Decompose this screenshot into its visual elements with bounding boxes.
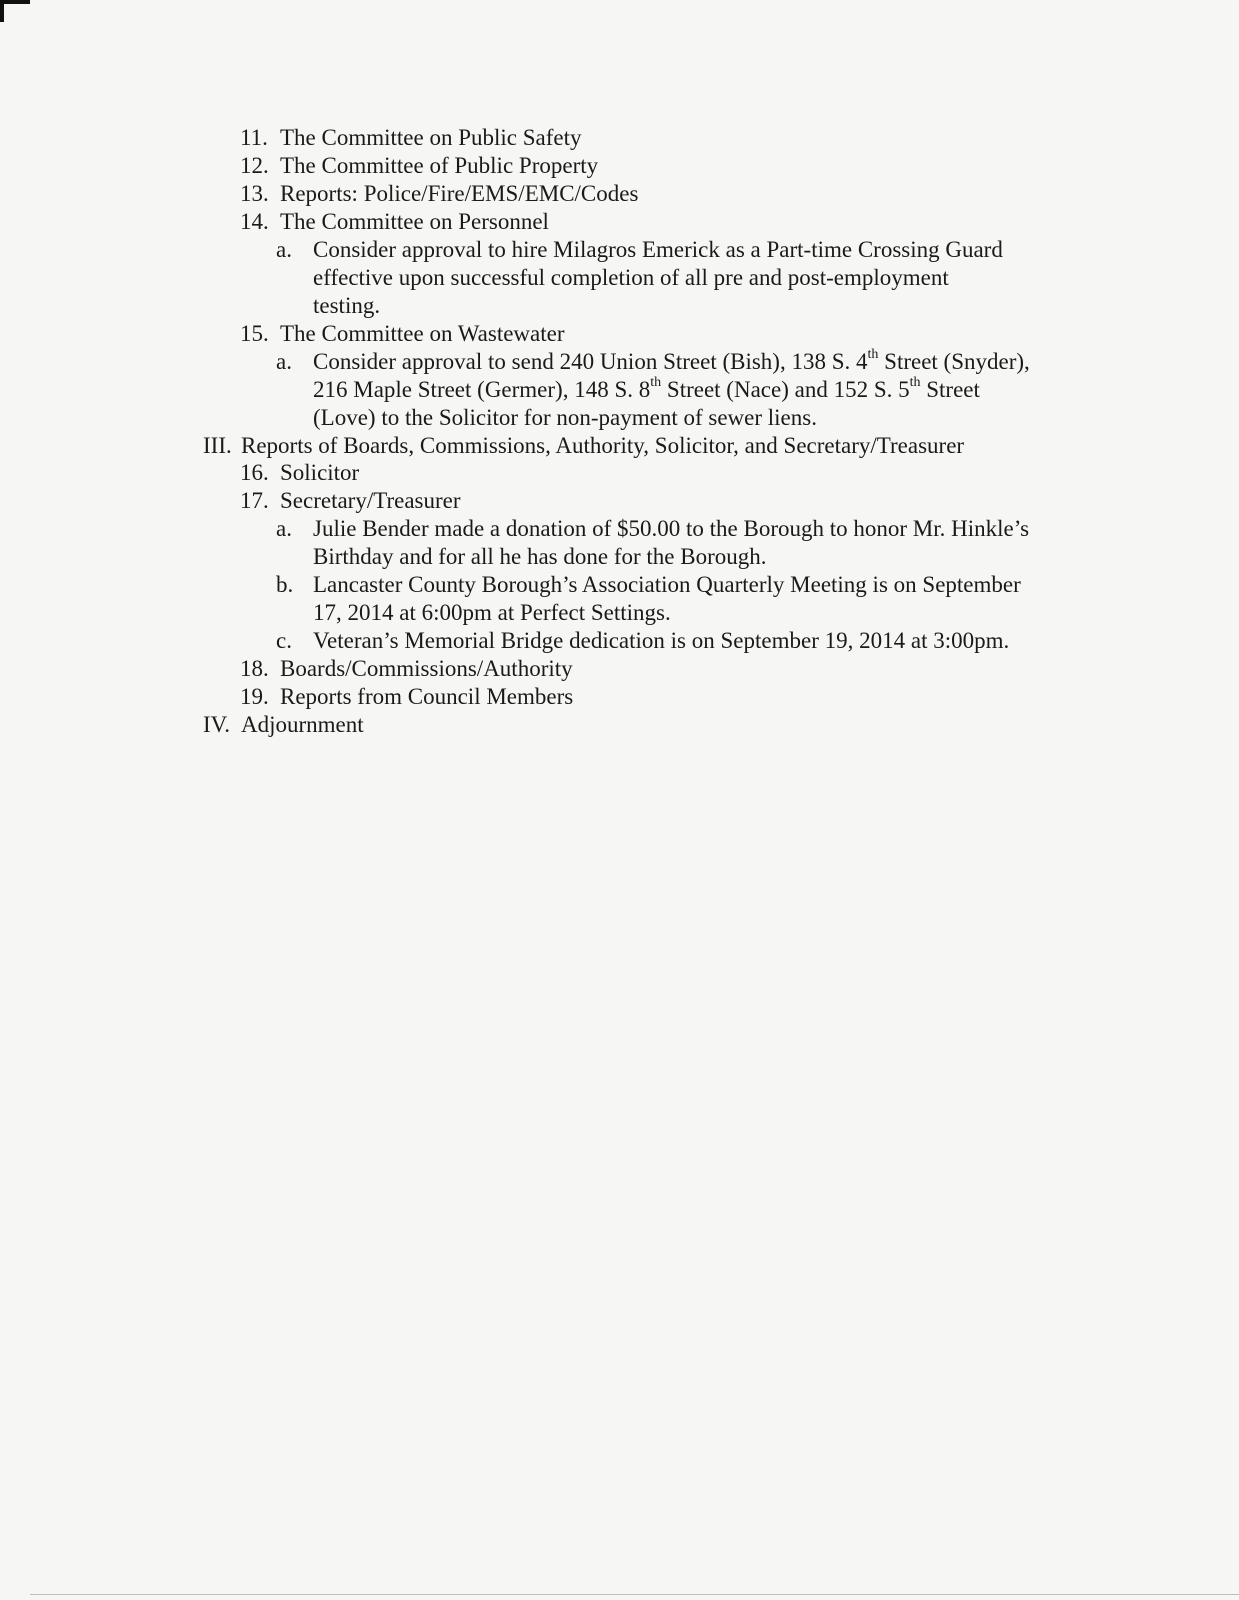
item-text: Boards/Commissions/Authority <box>280 656 573 681</box>
subitem-letter: a. <box>276 237 292 262</box>
item-text: Secretary/Treasurer <box>280 488 461 513</box>
item-number: 16. <box>240 460 269 485</box>
section-title: Adjournment <box>241 712 364 737</box>
section-numeral: IV. <box>203 712 231 737</box>
item-text: Reports from Council Members <box>280 684 574 709</box>
section-numeral: III. <box>203 433 232 458</box>
subitem-letter: a. <box>276 349 292 374</box>
item-number: 12. <box>240 153 269 178</box>
subitem-letter: b. <box>276 572 294 597</box>
agenda-subitem-14a-cont: testing. <box>313 293 381 318</box>
item-text: The Committee on Public Safety <box>280 125 582 150</box>
item-number: 19. <box>240 684 269 709</box>
subitem-text: Veteran’s Memorial Bridge dedication is on September 19, 2014 at 3:00pm. <box>313 628 1010 653</box>
item-text: The Committee of Public Property <box>280 153 599 178</box>
section-title: Reports of Boards, Commissions, Authority, Solicitor, and Secretary/Treasurer <box>241 433 965 458</box>
item-text: Reports: Police/Fire/EMS/EMC/Codes <box>280 181 639 206</box>
agenda-subitem-17b-cont: 17, 2014 at 6:00pm at Perfect Settings. <box>313 600 671 625</box>
item-number: 15. <box>240 321 269 346</box>
item-text: The Committee on Wastewater <box>280 321 565 346</box>
subitem-text: Julie Bender made a donation of $50.00 to the Borough to honor Mr. Hinkle’s <box>313 516 1030 541</box>
item-text: Solicitor <box>280 460 360 485</box>
item-number: 13. <box>240 181 269 206</box>
agenda-subitem-17a-cont: Birthday and for all he has done for the Borough. <box>313 544 767 569</box>
subitem-text: Consider approval to send 240 Union Street (Bish), 138 S. 4th Street (Snyder), <box>313 347 1030 374</box>
agenda-subitem-15a-cont: 216 Maple Street (Germer), 148 S. 8th Street (Nace) and 152 S. 5th Street <box>313 375 980 402</box>
subitem-letter: c. <box>276 628 292 653</box>
page-bottom-edge <box>30 1594 1239 1595</box>
item-number: 14. <box>240 209 269 234</box>
scan-corner-mark <box>0 0 30 22</box>
subitem-text: Consider approval to hire Milagros Emerick as a Part-time Crossing Guard <box>313 237 1003 262</box>
item-text: The Committee on Personnel <box>280 209 549 234</box>
subitem-letter: a. <box>276 516 292 541</box>
agenda-subitem-14a-cont: effective upon successful completion of all pre and post-employment <box>313 265 949 290</box>
item-number: 17. <box>240 488 269 513</box>
subitem-text: Lancaster County Borough’s Association Quarterly Meeting is on September <box>313 572 1021 597</box>
item-number: 18. <box>240 656 269 681</box>
item-number: 11. <box>240 125 268 150</box>
agenda-subitem-15a-cont: (Love) to the Solicitor for non-payment of sewer liens. <box>313 405 817 430</box>
